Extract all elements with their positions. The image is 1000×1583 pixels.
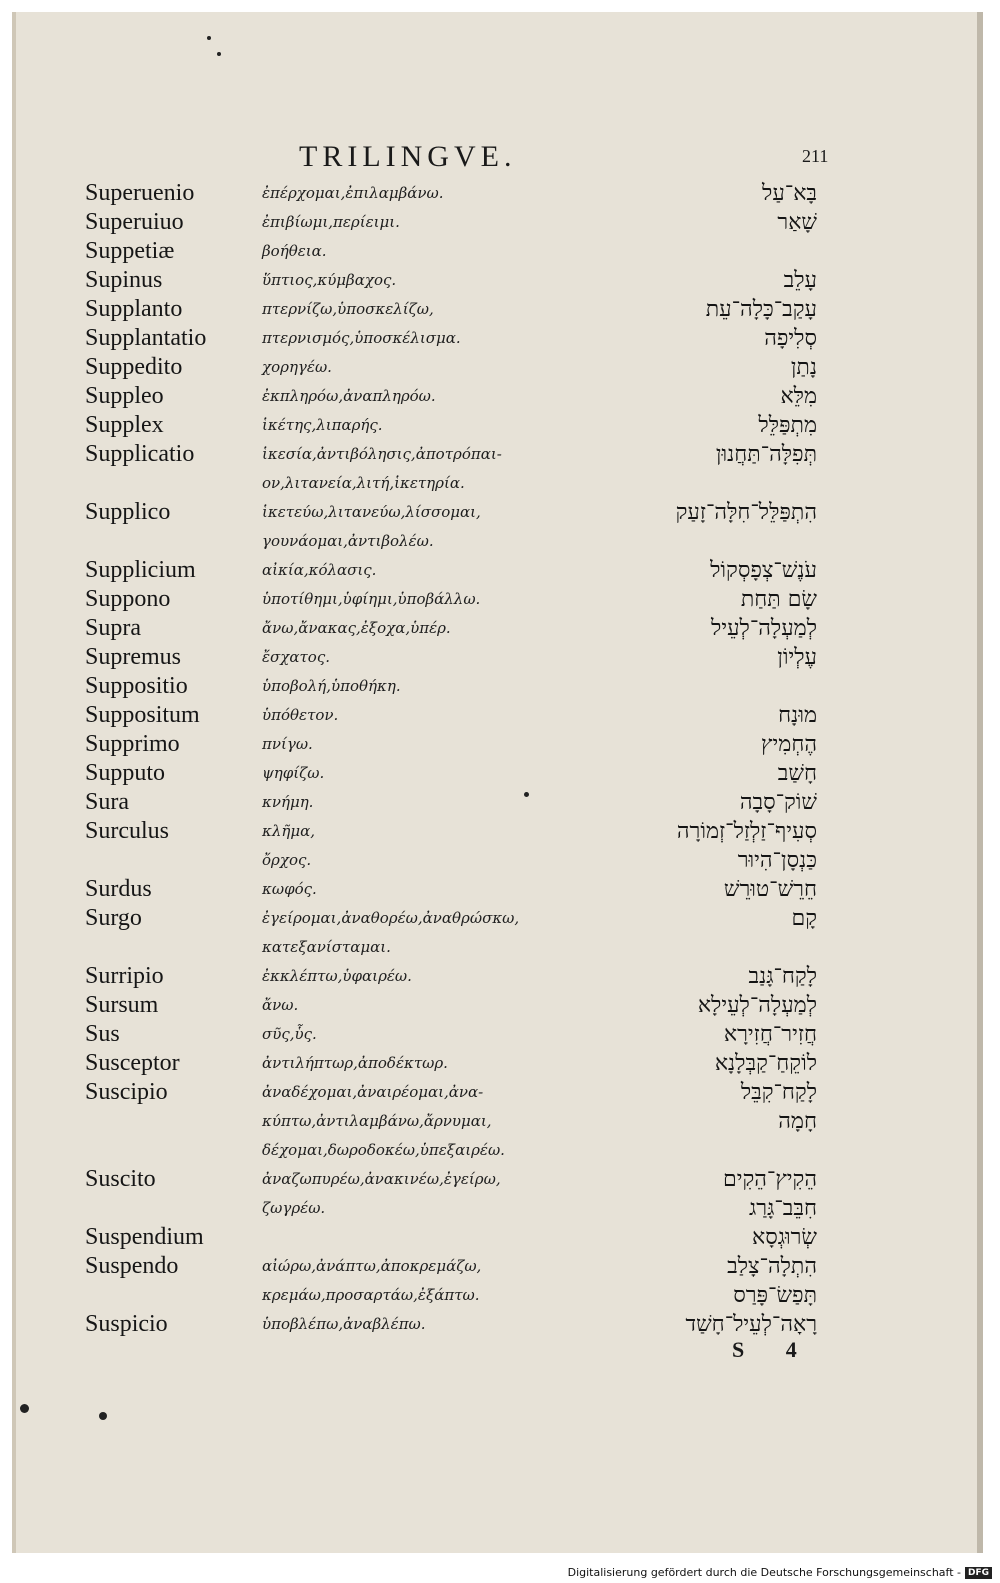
hebrew-term: לְמַעְלָה־לְעֵיל (711, 616, 817, 641)
latin-term: Supinus (85, 267, 163, 293)
dictionary-row (12, 325, 977, 354)
greek-term: ἱκέτης,λιπαρής. (262, 416, 383, 434)
hebrew-term: מִתְפַּלֵּל (758, 413, 817, 438)
dictionary-row (12, 644, 977, 673)
hebrew-term: חִבֵּב־גָּרַג (749, 1196, 817, 1221)
latin-term: Supputo (85, 760, 166, 786)
dictionary-row (12, 1224, 977, 1253)
latin-term: Supplantatio (85, 325, 207, 351)
latin-term: Suppedito (85, 354, 183, 380)
greek-term: ἐκκλέπτω,ὑφαιρέω. (262, 967, 412, 985)
latin-term: Superuenio (85, 180, 195, 206)
latin-term: Suppetiæ (85, 238, 175, 264)
hebrew-term: סְעִיף־זַלְזַל־זְמוֹרָה (676, 819, 817, 844)
latin-term: Sus (85, 1021, 120, 1047)
latin-term: Suspendium (85, 1224, 204, 1250)
dictionary-row (12, 238, 977, 267)
hebrew-term: חֲזִיר־חֲזִירָא (723, 1022, 817, 1047)
latin-term: Suppositum (85, 702, 200, 728)
dictionary-row (12, 209, 977, 238)
greek-term: ὕπτιος,κύμβαχος. (262, 271, 397, 289)
hebrew-term: נָתַן (790, 355, 817, 380)
hebrew-term: הֵקִיץ־הֵקִים (722, 1167, 817, 1192)
greek-term: πτερνισμός,ὑποσκέλισμα. (262, 329, 461, 347)
hebrew-term: חָשַׁב (777, 761, 817, 786)
dictionary-row (12, 1311, 977, 1340)
dictionary-row (12, 1195, 977, 1224)
hebrew-term: עָלֵב (783, 268, 817, 293)
latin-term: Supprimo (85, 731, 180, 757)
dictionary-row (12, 934, 977, 963)
greek-term: ἐγείρομαι,ἀναθορέω,ἀναθρώσκω, (262, 909, 520, 927)
ink-speck (99, 1412, 107, 1420)
dictionary-row (12, 1253, 977, 1282)
greek-term: χορηγέω. (262, 358, 332, 376)
hebrew-term: שָׁאַר (777, 210, 817, 235)
dictionary-row (12, 1108, 977, 1137)
hebrew-term: עֶלְיוֹן (777, 645, 817, 670)
latin-term: Supremus (85, 644, 181, 670)
dictionary-row (12, 1050, 977, 1079)
greek-term: ἔσχατος. (262, 648, 331, 666)
book-page (12, 12, 983, 1553)
greek-term: ἄνω. (262, 996, 299, 1014)
dictionary-row (12, 963, 977, 992)
dictionary-row (12, 383, 977, 412)
latin-term: Surripio (85, 963, 164, 989)
hebrew-term: סְלִיפָה (764, 326, 817, 351)
hebrew-term: לְמַעְלָה־לְעֵילָא (697, 993, 817, 1018)
latin-term: Susceptor (85, 1050, 180, 1076)
latin-term: Suppono (85, 586, 171, 612)
hebrew-term: רָאָה־לְעֵיל־חָשַׁד (685, 1312, 817, 1337)
greek-term: αἰώρω,ἀνάπτω,ἀποκρεμάζω, (262, 1257, 482, 1275)
latin-term: Supplanto (85, 296, 183, 322)
dictionary-row (12, 673, 977, 702)
hebrew-term: הִתְפַּלֵּל־חִלָּה־זָעַק (675, 500, 817, 525)
dictionary-row (12, 441, 977, 470)
latin-term: Supplicium (85, 557, 196, 583)
dictionary-row (12, 180, 977, 209)
latin-term: Suspendo (85, 1253, 179, 1279)
greek-term: ὑποβλέπω,ἀναβλέπω. (262, 1315, 426, 1333)
latin-term: Surculus (85, 818, 169, 844)
greek-term: πνίγω. (262, 735, 313, 753)
greek-term: ἀντιλήπτωρ,ἀποδέκτωρ. (262, 1054, 448, 1072)
dictionary-row (12, 1137, 977, 1166)
greek-term: κνήμη. (262, 793, 314, 811)
dictionary-row (12, 760, 977, 789)
dictionary-row (12, 818, 977, 847)
latin-term: Sura (85, 789, 129, 815)
greek-term: ψηφίζω. (262, 764, 325, 782)
dictionary-row (12, 470, 977, 499)
greek-term: ἱκεσία,ἀντιβόλησις,ἀποτρόπαι- (262, 445, 502, 463)
latin-term: Supra (85, 615, 141, 641)
latin-term: Supplicatio (85, 441, 195, 467)
greek-term: ὑποβολή,ὑποθήκη. (262, 677, 401, 695)
ink-speck (207, 36, 211, 40)
greek-term: αἰκία,κόλασις. (262, 561, 377, 579)
greek-term: ἀναδέχομαι,ἀναιρέομαι,ἀνα- (262, 1083, 484, 1101)
greek-term: δέχομαι,δωροδοκέω,ὑπεξαιρέω. (262, 1141, 505, 1159)
hebrew-term: שְׂרוּגְסָא (752, 1225, 817, 1250)
ink-speck (217, 52, 221, 56)
greek-term: κατεξανίσταμαι. (262, 938, 391, 956)
greek-term: κωφός. (262, 880, 317, 898)
greek-term: ζωγρέω. (262, 1199, 326, 1217)
ink-speck (20, 1404, 29, 1413)
latin-term: Suppleo (85, 383, 164, 409)
latin-term: Suscito (85, 1166, 156, 1192)
hebrew-term: מִלֵּא (780, 384, 817, 409)
greek-term: βοήθεια. (262, 242, 327, 260)
dictionary-row (12, 586, 977, 615)
greek-term: ὑποτίθημι,ὑφίημι,ὑποβάλλω. (262, 590, 481, 608)
latin-term: Superuiuo (85, 209, 184, 235)
latin-term: Supplico (85, 499, 171, 525)
dictionary-row (12, 1282, 977, 1311)
greek-term: κρεμάω,προσαρτάω,ἐξάπτω. (262, 1286, 480, 1304)
greek-term: ἱκετεύω,λιτανεύω,λίσσομαι, (262, 503, 481, 521)
greek-term: ἐκπληρόω,ἀναπληρόω. (262, 387, 436, 405)
dictionary-row (12, 1166, 977, 1195)
latin-term: Suppositio (85, 673, 188, 699)
greek-term: ον,λιτανεία,λιτή,ἱκετηρία. (262, 474, 465, 492)
hebrew-term: הֶחְמִיץ (761, 732, 817, 757)
digitization-footer (568, 1566, 992, 1579)
hebrew-term: חָמָה (778, 1109, 817, 1134)
dictionary-row (12, 1021, 977, 1050)
hebrew-term: קָם (791, 906, 817, 931)
latin-term: Suspicio (85, 1311, 168, 1337)
greek-term: κύπτω,ἀντιλαμβάνω,ἄρνυμαι, (262, 1112, 492, 1130)
dictionary-row (12, 354, 977, 383)
greek-term: γουνάομαι,ἀντιβολέω. (262, 532, 434, 550)
running-title: TRILINGVE. (299, 140, 517, 173)
greek-term: ὑπόθετον. (262, 706, 339, 724)
hebrew-term: עָקַב־כָּלָה־עֵת (705, 297, 817, 322)
dictionary-row (12, 557, 977, 586)
greek-term: ἐπιβίωμι,περίειμι. (262, 213, 400, 231)
hebrew-term: שָׂם תַּחַת (740, 587, 817, 612)
hebrew-term: שׁוֹק־סָבָה (739, 790, 817, 815)
dictionary-entries (12, 12, 977, 1553)
dictionary-row (12, 992, 977, 1021)
dictionary-row (12, 905, 977, 934)
hebrew-term: לָקַח־קִבֵּל (740, 1080, 817, 1105)
dictionary-row (12, 615, 977, 644)
hebrew-term: עֹנֶשׁ־צְפָסְקוֹל (710, 558, 817, 583)
greek-term: πτερνίζω,ὑποσκελίζω, (262, 300, 434, 318)
page-number: 211 (802, 146, 829, 166)
footer-credit: Digitalisierung gefördert durch die Deutsche Forschungsgemeinschaft - (567, 1566, 961, 1579)
greek-term: ἄνω,ἄνακας,ἐξοχα,ὑπέρ. (262, 619, 451, 637)
ink-speck (524, 792, 529, 797)
dictionary-row (12, 876, 977, 905)
dictionary-row (12, 1079, 977, 1108)
latin-term: Surgo (85, 905, 142, 931)
hebrew-term: לָקַח־גָּנַב (748, 964, 817, 989)
dictionary-row (12, 296, 977, 325)
dictionary-row (12, 412, 977, 441)
hebrew-term: הִתְלָה־צָלַב (727, 1254, 817, 1279)
greek-term: κλῆμα, (262, 822, 315, 840)
greek-term: ἀναζωπυρέω,ἀνακινέω,ἐγείρω, (262, 1170, 501, 1188)
latin-term: Supplex (85, 412, 164, 438)
hebrew-term: כַּנְסָן־הִיוּר (737, 848, 817, 873)
dictionary-row (12, 528, 977, 557)
signature-mark: S 4 (732, 1337, 815, 1362)
dictionary-row (12, 731, 977, 760)
dictionary-row (12, 702, 977, 731)
greek-term: σῦς,ὗς. (262, 1025, 317, 1043)
dictionary-row (12, 499, 977, 528)
latin-term: Surdus (85, 876, 152, 902)
dfg-logo-icon: DFG (965, 1567, 992, 1579)
hebrew-term: תְּפִלָּה־תַּחֲנוּן (715, 442, 817, 467)
dictionary-row (12, 847, 977, 876)
latin-term: Sursum (85, 992, 159, 1018)
dictionary-row (12, 789, 977, 818)
greek-term: ὄρχος. (262, 851, 312, 869)
hebrew-term: תָּפַשׂ־פָּרַס (733, 1283, 817, 1308)
hebrew-term: חֵרֵשׁ־טוּרֵשׁ (723, 877, 817, 902)
latin-term: Suscipio (85, 1079, 168, 1105)
hebrew-term: מוּנָח (778, 703, 817, 728)
hebrew-term: בָּא־עַל (762, 181, 817, 206)
greek-term: ἐπέρχομαι,ἐπιλαμβάνω. (262, 184, 444, 202)
dictionary-row (12, 267, 977, 296)
hebrew-term: לוֹקֵחַ־קַבְּלָנָא (714, 1051, 817, 1076)
